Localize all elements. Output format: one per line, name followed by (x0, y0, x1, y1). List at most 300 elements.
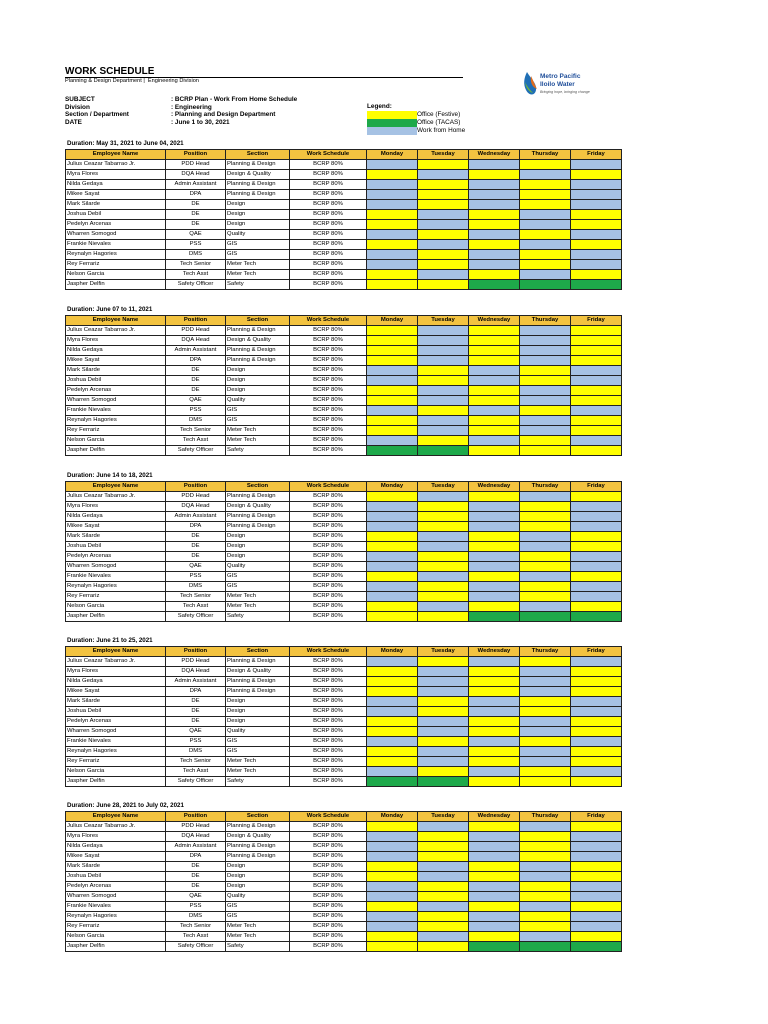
table-row (66, 356, 622, 366)
info-label: Section / Department (65, 111, 129, 118)
schedule-cell: BCRP 80% (290, 902, 367, 912)
position-cell: QAE (166, 727, 226, 737)
day-cell (418, 180, 469, 190)
table-row (66, 336, 622, 346)
employee-name: Nilda Gedaya (66, 677, 166, 687)
section-cell: Design (226, 882, 290, 892)
employee-name: Julius Ceazar Tabarrao Jr. (66, 160, 166, 170)
day-cell (469, 336, 520, 346)
position-cell: Tech Asst (166, 602, 226, 612)
day-cell (418, 446, 469, 456)
day-cell (520, 902, 571, 912)
day-cell (367, 777, 418, 787)
employee-name: Pedelyn Arcenas (66, 717, 166, 727)
table-row (66, 160, 622, 170)
day-cell (520, 426, 571, 436)
day-cell (418, 687, 469, 697)
position-cell: PDD Head (166, 822, 226, 832)
schedule-cell: BCRP 80% (290, 572, 367, 582)
day-cell (418, 366, 469, 376)
table-row (66, 657, 622, 667)
position-cell: DQA Head (166, 336, 226, 346)
day-cell (520, 356, 571, 366)
day-cell (367, 892, 418, 902)
day-cell (469, 386, 520, 396)
day-cell (469, 832, 520, 842)
position-cell: DE (166, 200, 226, 210)
schedule-cell: BCRP 80% (290, 346, 367, 356)
day-cell (367, 612, 418, 622)
svg-text:Bringing hope, bringing change: Bringing hope, bringing change (540, 90, 590, 94)
day-cell (367, 250, 418, 260)
day-cell (469, 912, 520, 922)
day-cell (418, 346, 469, 356)
employee-name: Julius Ceazar Tabarrao Jr. (66, 822, 166, 832)
column-header: Wednesday (469, 482, 520, 492)
employee-name: Julius Ceazar Tabarrao Jr. (66, 326, 166, 336)
position-cell: DQA Head (166, 667, 226, 677)
day-cell (520, 446, 571, 456)
column-header: Position (166, 812, 226, 822)
day-cell (469, 522, 520, 532)
schedule-cell: BCRP 80% (290, 366, 367, 376)
header-row (66, 150, 622, 160)
day-cell (469, 727, 520, 737)
day-cell (520, 882, 571, 892)
position-cell: DE (166, 220, 226, 230)
day-cell (571, 832, 622, 842)
legend (367, 103, 465, 135)
table-row (66, 396, 622, 406)
day-cell (571, 707, 622, 717)
day-cell (520, 602, 571, 612)
day-cell (418, 777, 469, 787)
day-cell (571, 180, 622, 190)
position-cell: Tech Asst (166, 767, 226, 777)
day-cell (571, 912, 622, 922)
column-header: Friday (571, 482, 622, 492)
day-cell (367, 542, 418, 552)
day-cell (418, 240, 469, 250)
position-cell: Admin Assistant (166, 677, 226, 687)
position-cell: DPA (166, 687, 226, 697)
column-header: Wednesday (469, 647, 520, 657)
section-cell: Planning & Design (226, 326, 290, 336)
day-cell (418, 416, 469, 426)
day-cell (469, 572, 520, 582)
day-cell (367, 902, 418, 912)
day-cell (367, 376, 418, 386)
schedule-table (65, 149, 622, 290)
employee-name: Rey Ferrariz (66, 592, 166, 602)
day-cell (418, 852, 469, 862)
column-header: Wednesday (469, 812, 520, 822)
day-cell (418, 697, 469, 707)
day-cell (367, 240, 418, 250)
day-cell (469, 747, 520, 757)
day-cell (571, 592, 622, 602)
column-header: Position (166, 482, 226, 492)
day-cell (418, 426, 469, 436)
employee-name: Myra Flores (66, 170, 166, 180)
day-cell (469, 502, 520, 512)
day-cell (469, 190, 520, 200)
employee-name: Jaspher Delfin (66, 777, 166, 787)
table-row (66, 832, 622, 842)
schedule-cell: BCRP 80% (290, 582, 367, 592)
section-cell: Design (226, 717, 290, 727)
header-row (66, 482, 622, 492)
day-cell (367, 532, 418, 542)
day-cell (469, 872, 520, 882)
day-cell (571, 190, 622, 200)
schedule-cell: BCRP 80% (290, 386, 367, 396)
day-cell (367, 862, 418, 872)
position-cell: DE (166, 707, 226, 717)
position-cell: PSS (166, 572, 226, 582)
week-schedule (65, 305, 621, 456)
day-cell (571, 160, 622, 170)
day-cell (571, 446, 622, 456)
table-row (66, 697, 622, 707)
table-row (66, 326, 622, 336)
position-cell: DMS (166, 250, 226, 260)
day-cell (418, 737, 469, 747)
employee-name: Mark Silarde (66, 862, 166, 872)
day-cell (571, 932, 622, 942)
schedule-cell: BCRP 80% (290, 446, 367, 456)
section-cell: Safety (226, 280, 290, 290)
column-header: Monday (367, 150, 418, 160)
day-cell (520, 250, 571, 260)
legend-swatch (367, 127, 417, 135)
day-cell (418, 902, 469, 912)
employee-name: Reynalyn Hagories (66, 912, 166, 922)
table-row (66, 852, 622, 862)
table-row (66, 677, 622, 687)
day-cell (367, 280, 418, 290)
day-cell (367, 727, 418, 737)
schedule-cell: BCRP 80% (290, 942, 367, 952)
info-row (65, 96, 297, 104)
employee-name: Pedelyn Arcenas (66, 386, 166, 396)
employee-name: Rey Ferrariz (66, 757, 166, 767)
day-cell (520, 832, 571, 842)
position-cell: QAE (166, 562, 226, 572)
schedule-cell: BCRP 80% (290, 562, 367, 572)
table-row (66, 872, 622, 882)
day-cell (367, 346, 418, 356)
table-row (66, 922, 622, 932)
section-cell: GIS (226, 406, 290, 416)
column-header: Section (226, 316, 290, 326)
employee-name: Pedelyn Arcenas (66, 552, 166, 562)
position-cell: DE (166, 882, 226, 892)
day-cell (520, 416, 571, 426)
day-cell (571, 862, 622, 872)
position-cell: DPA (166, 356, 226, 366)
employee-name: Mikee Sayat (66, 522, 166, 532)
table-row (66, 902, 622, 912)
schedule-cell: BCRP 80% (290, 250, 367, 260)
section-cell: Quality (226, 892, 290, 902)
header-row (66, 647, 622, 657)
section-cell: Planning & Design (226, 852, 290, 862)
day-cell (520, 160, 571, 170)
section-cell: Safety (226, 446, 290, 456)
day-cell (469, 687, 520, 697)
day-cell (418, 386, 469, 396)
day-cell (469, 842, 520, 852)
section-cell: Design (226, 697, 290, 707)
day-cell (418, 562, 469, 572)
schedule-cell: BCRP 80% (290, 200, 367, 210)
day-cell (367, 260, 418, 270)
day-cell (469, 270, 520, 280)
section-cell: Safety (226, 777, 290, 787)
column-header: Employee Name (66, 316, 166, 326)
position-cell: Tech Senior (166, 922, 226, 932)
day-cell (469, 852, 520, 862)
day-cell (469, 436, 520, 446)
water-drop-icon (521, 68, 593, 104)
position-cell: DE (166, 386, 226, 396)
employee-name: Wharren Somogod (66, 230, 166, 240)
schedule-cell: BCRP 80% (290, 912, 367, 922)
day-cell (520, 210, 571, 220)
day-cell (571, 386, 622, 396)
employee-name: Rey Ferrariz (66, 260, 166, 270)
schedule-cell: BCRP 80% (290, 882, 367, 892)
table-row (66, 386, 622, 396)
day-cell (520, 582, 571, 592)
schedule-cell: BCRP 80% (290, 210, 367, 220)
day-cell (367, 356, 418, 366)
day-cell (469, 170, 520, 180)
day-cell (418, 832, 469, 842)
position-cell: Tech Senior (166, 426, 226, 436)
day-cell (571, 240, 622, 250)
schedule-cell: BCRP 80% (290, 356, 367, 366)
table-row (66, 687, 622, 697)
day-cell (469, 200, 520, 210)
column-header: Work Schedule (290, 482, 367, 492)
day-cell (520, 522, 571, 532)
week-duration: Duration: June 14 to 18, 2021 (67, 472, 153, 479)
employee-name: Myra Flores (66, 832, 166, 842)
day-cell (520, 922, 571, 932)
day-cell (520, 326, 571, 336)
page-title: WORK SCHEDULE (65, 66, 155, 77)
schedule-cell: BCRP 80% (290, 396, 367, 406)
day-cell (520, 190, 571, 200)
employee-name: Mikee Sayat (66, 356, 166, 366)
table-row (66, 406, 622, 416)
table-row (66, 602, 622, 612)
week-schedule (65, 471, 621, 622)
day-cell (418, 220, 469, 230)
day-cell (571, 757, 622, 767)
schedule-cell: BCRP 80% (290, 767, 367, 777)
schedule-cell: BCRP 80% (290, 717, 367, 727)
table-row (66, 446, 622, 456)
day-cell (418, 747, 469, 757)
section-cell: Planning & Design (226, 180, 290, 190)
table-row (66, 492, 622, 502)
position-cell: PSS (166, 406, 226, 416)
column-header: Employee Name (66, 812, 166, 822)
day-cell (571, 717, 622, 727)
day-cell (418, 892, 469, 902)
employee-name: Myra Flores (66, 667, 166, 677)
day-cell (418, 436, 469, 446)
info-value: : Planning and Design Department (171, 111, 276, 118)
schedule-cell: BCRP 80% (290, 832, 367, 842)
day-cell (571, 532, 622, 542)
day-cell (520, 180, 571, 190)
column-header: Employee Name (66, 482, 166, 492)
day-cell (367, 436, 418, 446)
column-header: Monday (367, 482, 418, 492)
employee-name: Jaspher Delfin (66, 942, 166, 952)
day-cell (469, 677, 520, 687)
day-cell (520, 280, 571, 290)
day-cell (469, 240, 520, 250)
schedule-cell: BCRP 80% (290, 842, 367, 852)
employee-name: Joshua Debil (66, 872, 166, 882)
table-row (66, 170, 622, 180)
section-cell: Meter Tech (226, 260, 290, 270)
section-cell: Design & Quality (226, 502, 290, 512)
day-cell (469, 346, 520, 356)
day-cell (418, 572, 469, 582)
employee-name: Frankie Nievales (66, 737, 166, 747)
legend-swatch (367, 119, 417, 127)
column-header: Thursday (520, 647, 571, 657)
section-cell: Planning & Design (226, 522, 290, 532)
position-cell: DE (166, 376, 226, 386)
section-cell: Quality (226, 230, 290, 240)
day-cell (469, 220, 520, 230)
schedule-cell: BCRP 80% (290, 522, 367, 532)
employee-name: Wharren Somogod (66, 727, 166, 737)
position-cell: Admin Assistant (166, 842, 226, 852)
day-cell (367, 582, 418, 592)
day-cell (520, 932, 571, 942)
day-cell (367, 717, 418, 727)
day-cell (418, 230, 469, 240)
day-cell (520, 492, 571, 502)
day-cell (418, 657, 469, 667)
table-row (66, 270, 622, 280)
section-cell: Quality (226, 562, 290, 572)
day-cell (520, 230, 571, 240)
day-cell (469, 767, 520, 777)
position-cell: DE (166, 717, 226, 727)
schedule-cell: BCRP 80% (290, 270, 367, 280)
day-cell (367, 842, 418, 852)
section-cell: GIS (226, 572, 290, 582)
week-schedule (65, 801, 621, 952)
section-cell: Design (226, 872, 290, 882)
table-row (66, 190, 622, 200)
day-cell (367, 270, 418, 280)
schedule-cell: BCRP 80% (290, 932, 367, 942)
day-cell (469, 667, 520, 677)
day-cell (418, 532, 469, 542)
table-row (66, 777, 622, 787)
position-cell: PSS (166, 902, 226, 912)
day-cell (418, 512, 469, 522)
schedule-cell: BCRP 80% (290, 512, 367, 522)
employee-name: Pedelyn Arcenas (66, 220, 166, 230)
table-row (66, 180, 622, 190)
day-cell (367, 326, 418, 336)
employee-name: Julius Ceazar Tabarrao Jr. (66, 492, 166, 502)
position-cell: Admin Assistant (166, 512, 226, 522)
column-header: Employee Name (66, 150, 166, 160)
info-row (65, 111, 297, 119)
day-cell (571, 892, 622, 902)
legend-item (367, 119, 465, 127)
schedule-cell: BCRP 80% (290, 872, 367, 882)
day-cell (520, 842, 571, 852)
employee-name: Joshua Debil (66, 707, 166, 717)
day-cell (367, 657, 418, 667)
table-row (66, 346, 622, 356)
table-row (66, 260, 622, 270)
schedule-cell: BCRP 80% (290, 326, 367, 336)
position-cell: Safety Officer (166, 612, 226, 622)
schedule-cell: BCRP 80% (290, 426, 367, 436)
week-schedule (65, 139, 621, 290)
day-cell (571, 562, 622, 572)
day-cell (367, 767, 418, 777)
section-cell: Design (226, 542, 290, 552)
table-row (66, 667, 622, 677)
schedule-cell: BCRP 80% (290, 532, 367, 542)
day-cell (571, 612, 622, 622)
day-cell (469, 326, 520, 336)
position-cell: Safety Officer (166, 446, 226, 456)
day-cell (520, 366, 571, 376)
schedule-cell: BCRP 80% (290, 707, 367, 717)
day-cell (367, 336, 418, 346)
position-cell: DE (166, 542, 226, 552)
table-row (66, 862, 622, 872)
schedule-cell: BCRP 80% (290, 260, 367, 270)
column-header: Tuesday (418, 316, 469, 326)
table-row (66, 502, 622, 512)
day-cell (367, 386, 418, 396)
day-cell (418, 922, 469, 932)
day-cell (571, 902, 622, 912)
position-cell: QAE (166, 892, 226, 902)
day-cell (571, 727, 622, 737)
day-cell (520, 777, 571, 787)
position-cell: PDD Head (166, 492, 226, 502)
day-cell (367, 592, 418, 602)
column-header: Tuesday (418, 812, 469, 822)
table-row (66, 532, 622, 542)
day-cell (367, 190, 418, 200)
header-row (66, 812, 622, 822)
day-cell (418, 406, 469, 416)
info-label: Division (65, 103, 90, 111)
day-cell (367, 687, 418, 697)
day-cell (571, 200, 622, 210)
day-cell (367, 220, 418, 230)
